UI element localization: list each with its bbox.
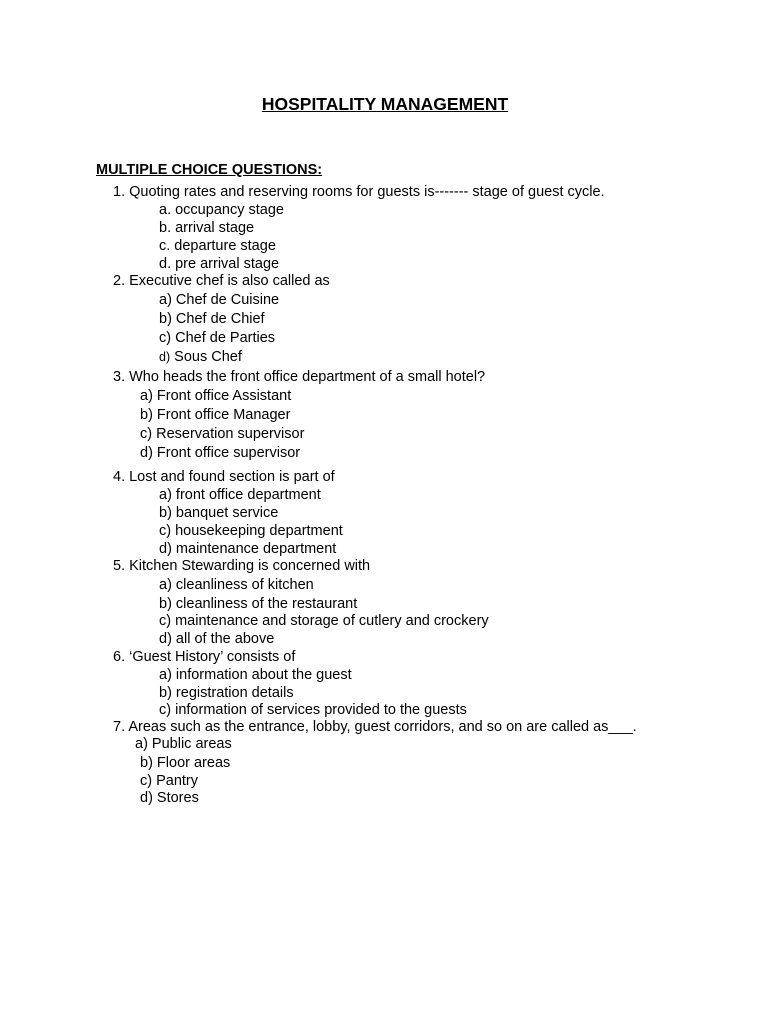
option-d-text: Sous Chef [170, 349, 242, 365]
question-5-option-b: b) cleanliness of the restaurant [159, 596, 358, 612]
question-2-option-d [159, 348, 242, 366]
question-7-option-b: b) Floor areas [140, 755, 231, 771]
question-1: 1. Quoting rates and reserving rooms for guests is------- stage of guest cycle. [113, 184, 605, 200]
question-1-option-c: c. departure stage [159, 238, 276, 254]
question-1-option-b: b. arrival stage [159, 220, 255, 236]
question-2-option-a: a) Chef de Cuisine [159, 292, 280, 308]
question-2-option-c: c) Chef de Parties [159, 330, 276, 346]
question-2: 2. Executive chef is also called as [113, 273, 330, 289]
question-3-option-a: a) Front office Assistant [140, 388, 292, 404]
page-title: HOSPITALITY MANAGEMENT [261, 94, 509, 114]
question-1-option-a: a. occupancy stage [159, 202, 284, 218]
question-6-option-c: c) information of services provided to the guests [159, 702, 467, 718]
question-4-option-d: d) maintenance department [159, 541, 337, 557]
question-5-option-a: a) cleanliness of kitchen [159, 577, 314, 593]
question-1-option-d: d. pre arrival stage [159, 256, 280, 272]
question-3-option-d: d) Front office supervisor [140, 445, 301, 461]
question-7-option-c: c) Pantry [140, 773, 199, 789]
question-2-option-b: b) Chef de Chief [159, 311, 265, 327]
question-4: 4. Lost and found section is part of [113, 469, 335, 485]
question-6-option-a: a) information about the guest [159, 667, 352, 683]
question-4-option-a: a) front office department [159, 487, 321, 503]
question-4-option-b: b) banquet service [159, 505, 279, 521]
question-6: 6. ‘Guest History’ consists of [113, 649, 296, 665]
question-6-option-b: b) registration details [159, 685, 294, 701]
question-5-option-c: c) maintenance and storage of cutlery and crockery [159, 613, 489, 629]
question-7: 7. Areas such as the entrance, lobby, guest corridors, and so on are called as___. [113, 719, 637, 735]
question-5-option-d: d) all of the above [159, 631, 275, 647]
option-d-letter: d) [159, 350, 171, 364]
question-5: 5. Kitchen Stewarding is concerned with [113, 558, 371, 574]
question-4-option-c: c) housekeeping department [159, 523, 343, 539]
question-7-option-d: d) Stores [140, 790, 199, 806]
section-heading: MULTIPLE CHOICE QUESTIONS: [96, 162, 323, 178]
question-3: 3. Who heads the front office department of a small hotel? [113, 369, 486, 385]
question-3-option-b: b) Front office Manager [140, 407, 291, 423]
question-7-option-a: a) Public areas [135, 736, 232, 752]
question-3-option-c: c) Reservation supervisor [140, 426, 305, 442]
